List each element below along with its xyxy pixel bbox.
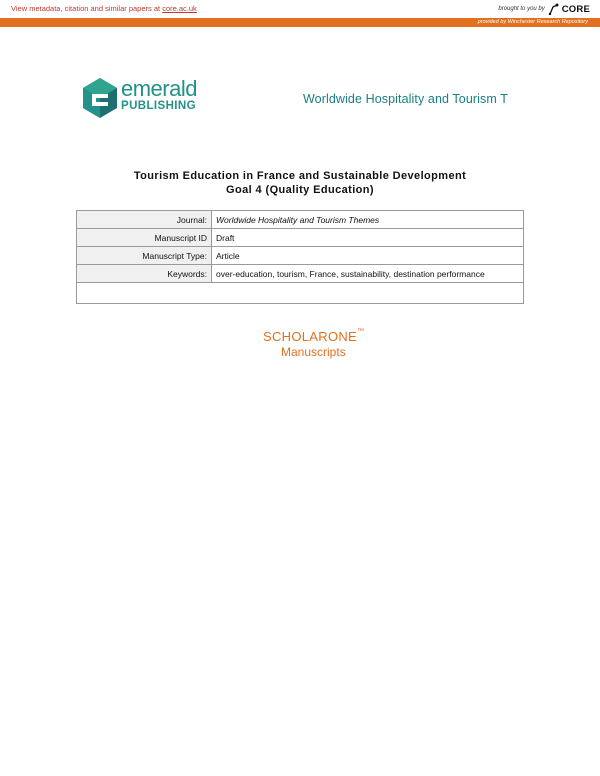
manuscript-title-line1: Tourism Education in France and Sustainable Development — [133, 170, 467, 182]
journal-value: Worldwide Hospitality and Tourism Themes — [212, 211, 524, 229]
keywords-label: Keywords: — [77, 265, 212, 283]
provided-by-text: provided by Winchester Research Repository — [477, 19, 588, 25]
core-attribution — [498, 1, 590, 17]
manuscript-type-value: Article — [212, 247, 524, 265]
core-logo-text[interactable]: CORE — [561, 3, 590, 15]
scholarone-text: SCHOLARONE — [263, 329, 358, 344]
emerald-publishing-logo — [82, 78, 222, 120]
emerald-logo-icon — [82, 78, 118, 118]
table-row — [77, 211, 524, 229]
manuscript-id-label: Manuscript ID — [77, 229, 212, 247]
keywords-value: over-education, tourism, France, sustainability, destination performance — [212, 265, 524, 283]
journal-label: Journal: — [77, 211, 212, 229]
core-link[interactable]: core.ac.uk — [162, 4, 197, 13]
empty-cell — [77, 283, 524, 304]
core-metadata-label: View metadata, citation and similar papers at — [11, 4, 163, 13]
manuscript-id-value: Draft — [212, 229, 524, 247]
table-row — [77, 265, 524, 283]
table-row — [77, 229, 524, 247]
scholarone-logo — [263, 329, 364, 344]
logo-emerald-text: emerald — [121, 76, 197, 101]
core-logo-icon — [548, 3, 559, 15]
table-row — [77, 247, 524, 265]
manuscript-metadata-table — [76, 210, 524, 304]
manuscript-title-line2: Goal 4 (Quality Education) — [226, 184, 374, 196]
scholarone-manuscripts-text: Manuscripts — [281, 345, 346, 359]
trademark-symbol: ™ — [357, 328, 365, 335]
table-row-empty — [77, 283, 524, 304]
core-metadata-text — [11, 4, 197, 13]
manuscript-type-label: Manuscript Type: — [77, 247, 212, 265]
brought-by-text: brought to you by — [498, 6, 545, 12]
logo-publishing-text: PUBLISHING — [121, 100, 196, 112]
core-banner — [0, 0, 600, 18]
journal-header: Worldwide Hospitality and Tourism T — [303, 92, 508, 106]
